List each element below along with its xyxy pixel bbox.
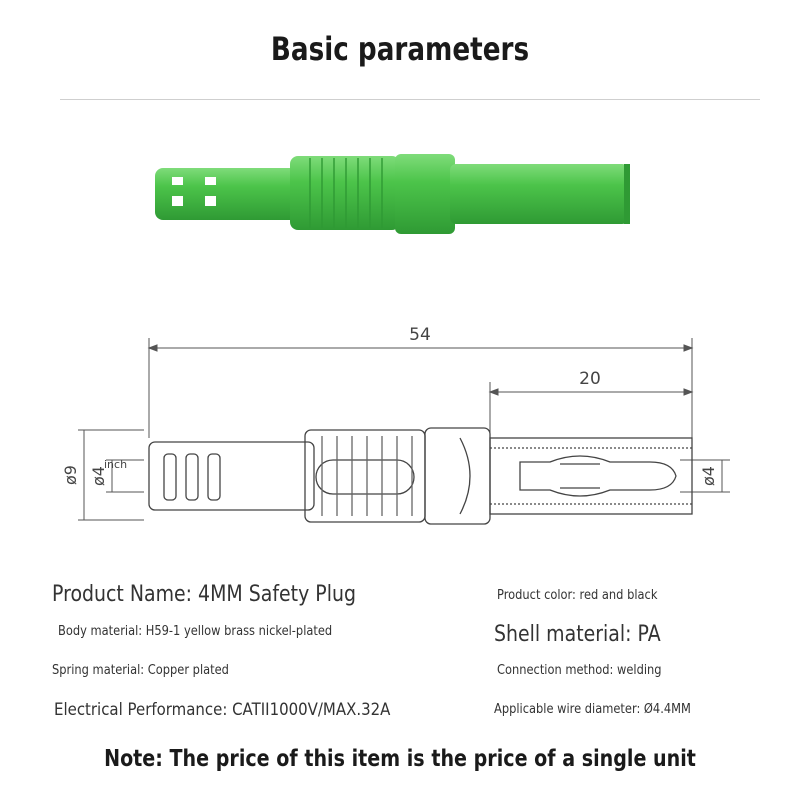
spec-spring-material: Spring material: Copper plated	[52, 663, 229, 678]
dim-tip-length: 20	[579, 369, 601, 389]
spec-electrical-performance: Electrical Performance: CATII1000V/MAX.32A	[54, 700, 391, 720]
spec-wire-diameter: Applicable wire diameter: Ø4.4MM	[494, 702, 691, 717]
spec-shell-material: Shell material: PA	[494, 622, 661, 647]
dim-unit-label: inch	[104, 458, 128, 471]
dim-cable-diameter: ø4	[89, 466, 108, 486]
spec-connection-method: Connection method: welding	[497, 663, 662, 678]
page-title: Basic parameters	[270, 30, 530, 68]
dim-body-diameter: ø9	[61, 465, 80, 485]
dim-pin-diameter: ø4	[699, 466, 718, 486]
dim-total-length: 54	[409, 325, 431, 345]
product-photo	[150, 150, 640, 240]
spec-product-color: Product color: red and black	[497, 588, 658, 603]
title-divider	[60, 99, 760, 100]
price-note: Note: The price of this item is the price of a single unit	[104, 746, 696, 772]
spec-body-material: Body material: H59-1 yellow brass nickel-plated	[58, 624, 333, 639]
spec-product-name: Product Name: 4MM Safety Plug	[52, 582, 356, 607]
dimension-drawing	[60, 320, 740, 560]
